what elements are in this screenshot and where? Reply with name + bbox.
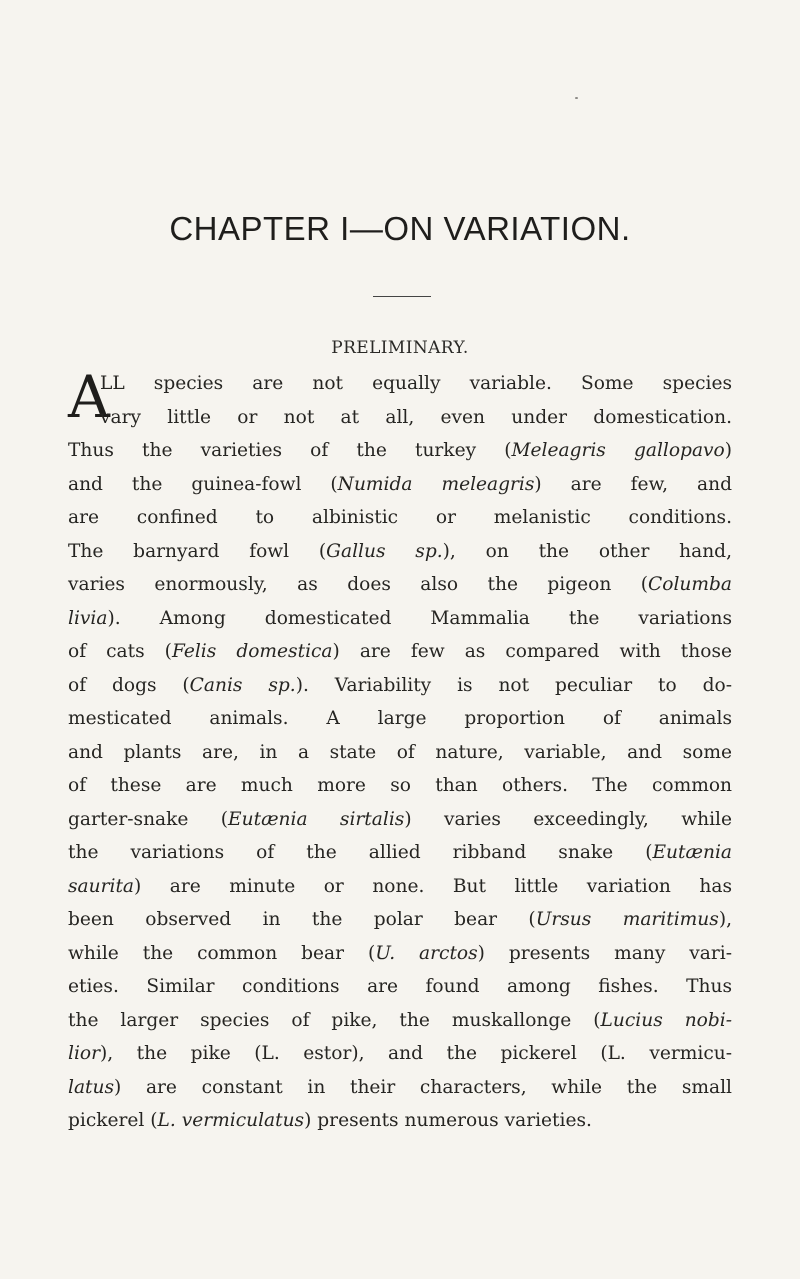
text-line — [68, 903, 732, 937]
text-run: garter-snake ( — [68, 808, 229, 830]
text-line — [68, 602, 732, 636]
text-run: LL species are not equally variable. Some species — [100, 373, 732, 394]
title-divider — [373, 296, 431, 297]
text-line — [68, 501, 732, 535]
text-run: ) — [724, 440, 733, 461]
text-line — [68, 1071, 732, 1105]
species-name: Meleagris gallopavo — [511, 440, 725, 461]
text-line — [68, 870, 732, 904]
text-line — [68, 1037, 732, 1071]
text-run: ). Variability is not peculiar to do- — [295, 674, 732, 696]
text-run: ) are few, and — [534, 473, 732, 495]
text-line — [68, 1004, 732, 1038]
species-name: Canis sp. — [189, 674, 296, 696]
section-heading: PRELIMINARY. — [331, 338, 469, 358]
text-run: ), on the other hand, — [442, 540, 732, 562]
text-run: of these are much more so than others. The common — [68, 775, 732, 796]
text-line — [68, 836, 732, 870]
text-run: mesticated animals. A large proportion of animals — [68, 708, 732, 729]
text-run: ) are constant in their characters, while the small — [114, 1076, 732, 1098]
species-name: Lucius nobi- — [600, 1009, 732, 1031]
species-name: Numida meleagris — [337, 473, 535, 495]
text-line — [68, 468, 732, 502]
species-name: L. vermiculatus — [157, 1110, 305, 1131]
text-line — [68, 434, 732, 468]
text-run: ), the pike (L. estor), and the pickerel (L. vermicu- — [99, 1043, 732, 1064]
text-line — [68, 736, 732, 770]
text-line — [68, 568, 732, 602]
species-name: saurita — [68, 875, 134, 897]
text-line — [68, 401, 732, 435]
species-name: Felis domestica — [171, 641, 333, 662]
text-run: vary little or not at all, even under domestication. — [100, 406, 732, 428]
species-name: livia — [68, 607, 108, 629]
text-run: while the common bear ( — [68, 942, 376, 964]
text-line — [68, 970, 732, 1004]
text-run: are confined to albinistic or melanistic conditions. — [68, 507, 732, 528]
text-line — [68, 937, 732, 971]
text-line — [68, 769, 732, 803]
species-name: latus — [68, 1076, 115, 1098]
text-line — [68, 803, 732, 837]
text-run: Thus the varieties of the turkey ( — [68, 440, 512, 461]
paper-speck — [575, 97, 578, 99]
text-run: eties. Similar conditions are found among fishes. Thus — [68, 976, 732, 997]
text-run: the variations of the allied ribband snake ( — [68, 842, 653, 863]
text-run: and plants are, in a state of nature, variable, and some — [68, 741, 732, 763]
body-paragraph — [68, 367, 732, 1138]
text-line — [68, 702, 732, 736]
text-line — [68, 669, 732, 703]
drop-cap-letter: A — [68, 363, 110, 431]
species-name: Eutænia — [652, 842, 732, 863]
species-name: Ursus maritimus — [535, 909, 719, 930]
text-run: ) presents many vari- — [477, 942, 732, 964]
text-line — [68, 1104, 732, 1138]
text-run: and the guinea-fowl ( — [68, 473, 338, 495]
species-name: Columba — [648, 574, 732, 595]
text-run: ) are minute or none. But little variation has — [134, 875, 732, 897]
species-name: U. arctos — [375, 942, 478, 964]
species-name: lior — [68, 1043, 100, 1064]
species-name: Eutænia sirtalis — [228, 808, 405, 830]
text-line — [68, 635, 732, 669]
species-name: Gallus sp. — [326, 540, 443, 562]
text-run: ) are few as compared with those — [332, 641, 732, 662]
text-run: The barnyard fowl ( — [68, 540, 327, 562]
text-run: ) varies exceedingly, while — [404, 808, 733, 830]
text-run: ), — [718, 909, 732, 930]
text-run: pickerel ( — [68, 1110, 158, 1131]
text-run: the larger species of pike, the muskallonge ( — [68, 1009, 601, 1031]
text-run: ). Among domesticated Mammalia the variations — [107, 607, 732, 629]
text-run: varies enormously, as does also the pigeon ( — [68, 574, 649, 595]
text-run: been observed in the polar bear ( — [68, 909, 536, 930]
text-line — [68, 367, 732, 401]
chapter-title: CHAPTER I—ON VARIATION. — [169, 210, 631, 247]
text-run: of cats ( — [68, 641, 172, 662]
text-run: of dogs ( — [68, 674, 190, 696]
text-run: ) presents numerous varieties. — [304, 1110, 592, 1131]
text-line — [68, 535, 732, 569]
